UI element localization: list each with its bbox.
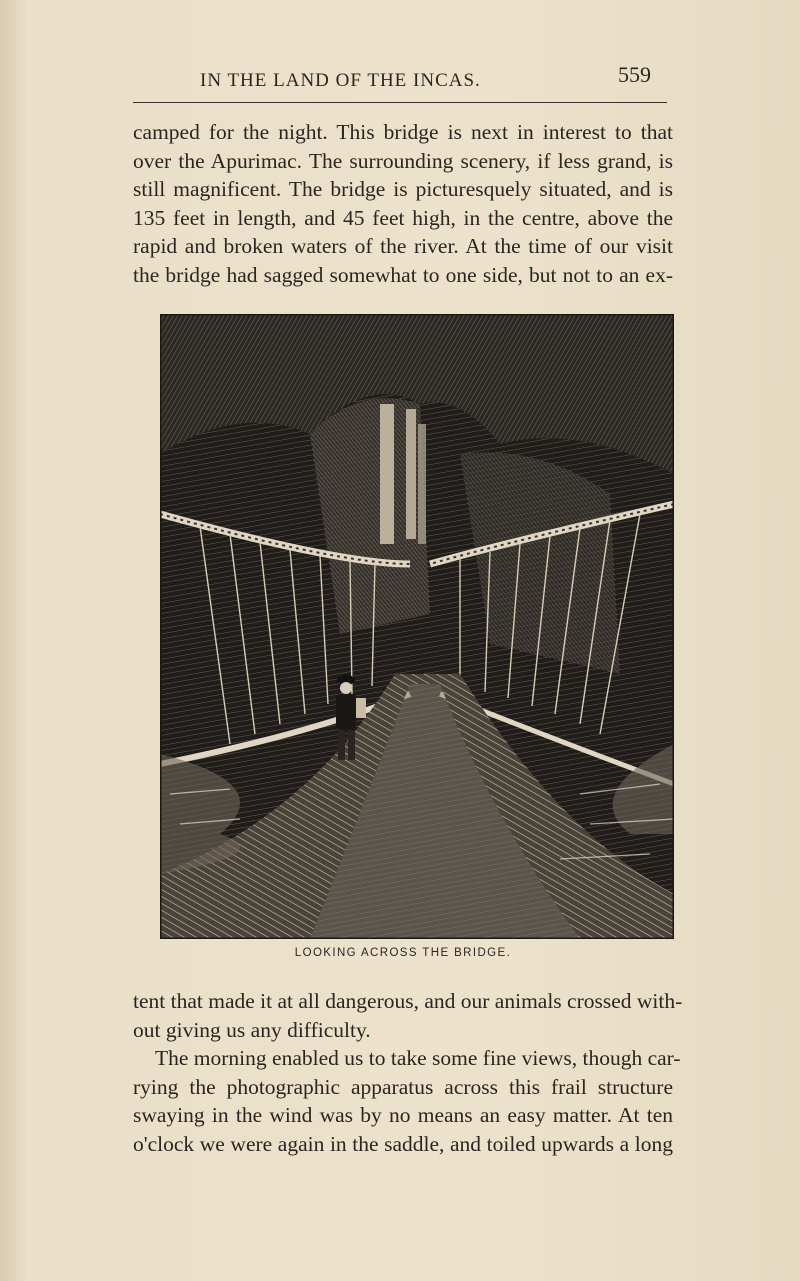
text-line: camped for the night. This bridge is next in interest to that xyxy=(133,120,673,144)
text-line: rapid and broken waters of the river. At the time of our visit xyxy=(133,234,673,258)
running-head: IN THE LAND OF THE INCAS. xyxy=(200,70,481,91)
text-line: 135 feet in length, and 45 feet high, in the centre, above the xyxy=(133,205,673,230)
text-line: The morning enabled us to take some fine views, though car- xyxy=(155,1046,681,1070)
text-line: the bridge had sagged somewhat to one side, but not to an ex- xyxy=(133,262,673,287)
bottom-paragraph xyxy=(133,987,683,1158)
bridge-engraving xyxy=(160,314,674,939)
top-paragraph xyxy=(133,118,673,289)
text-line: over the Apurimac. The surrounding scenery, if less grand, is xyxy=(133,148,673,173)
header-rule xyxy=(133,102,667,103)
text-line: out giving us any difficulty. xyxy=(133,1017,371,1042)
figure-caption: LOOKING ACROSS THE BRIDGE. xyxy=(294,947,512,959)
page-number: 559 xyxy=(618,62,651,87)
text-line: rying the photographic apparatus across this frail structure xyxy=(133,1074,673,1099)
text-line: swaying in the wind was by no means an easy matter. At ten xyxy=(133,1103,673,1127)
text-line: o'clock we were again in the saddle, and toiled upwards a long xyxy=(133,1131,673,1156)
engraving-illustration xyxy=(160,314,674,939)
text-line: tent that made it at all dangerous, and our animals crossed with- xyxy=(133,989,683,1013)
text-line: still magnificent. The bridge is picturesquely situated, and is xyxy=(133,177,673,201)
